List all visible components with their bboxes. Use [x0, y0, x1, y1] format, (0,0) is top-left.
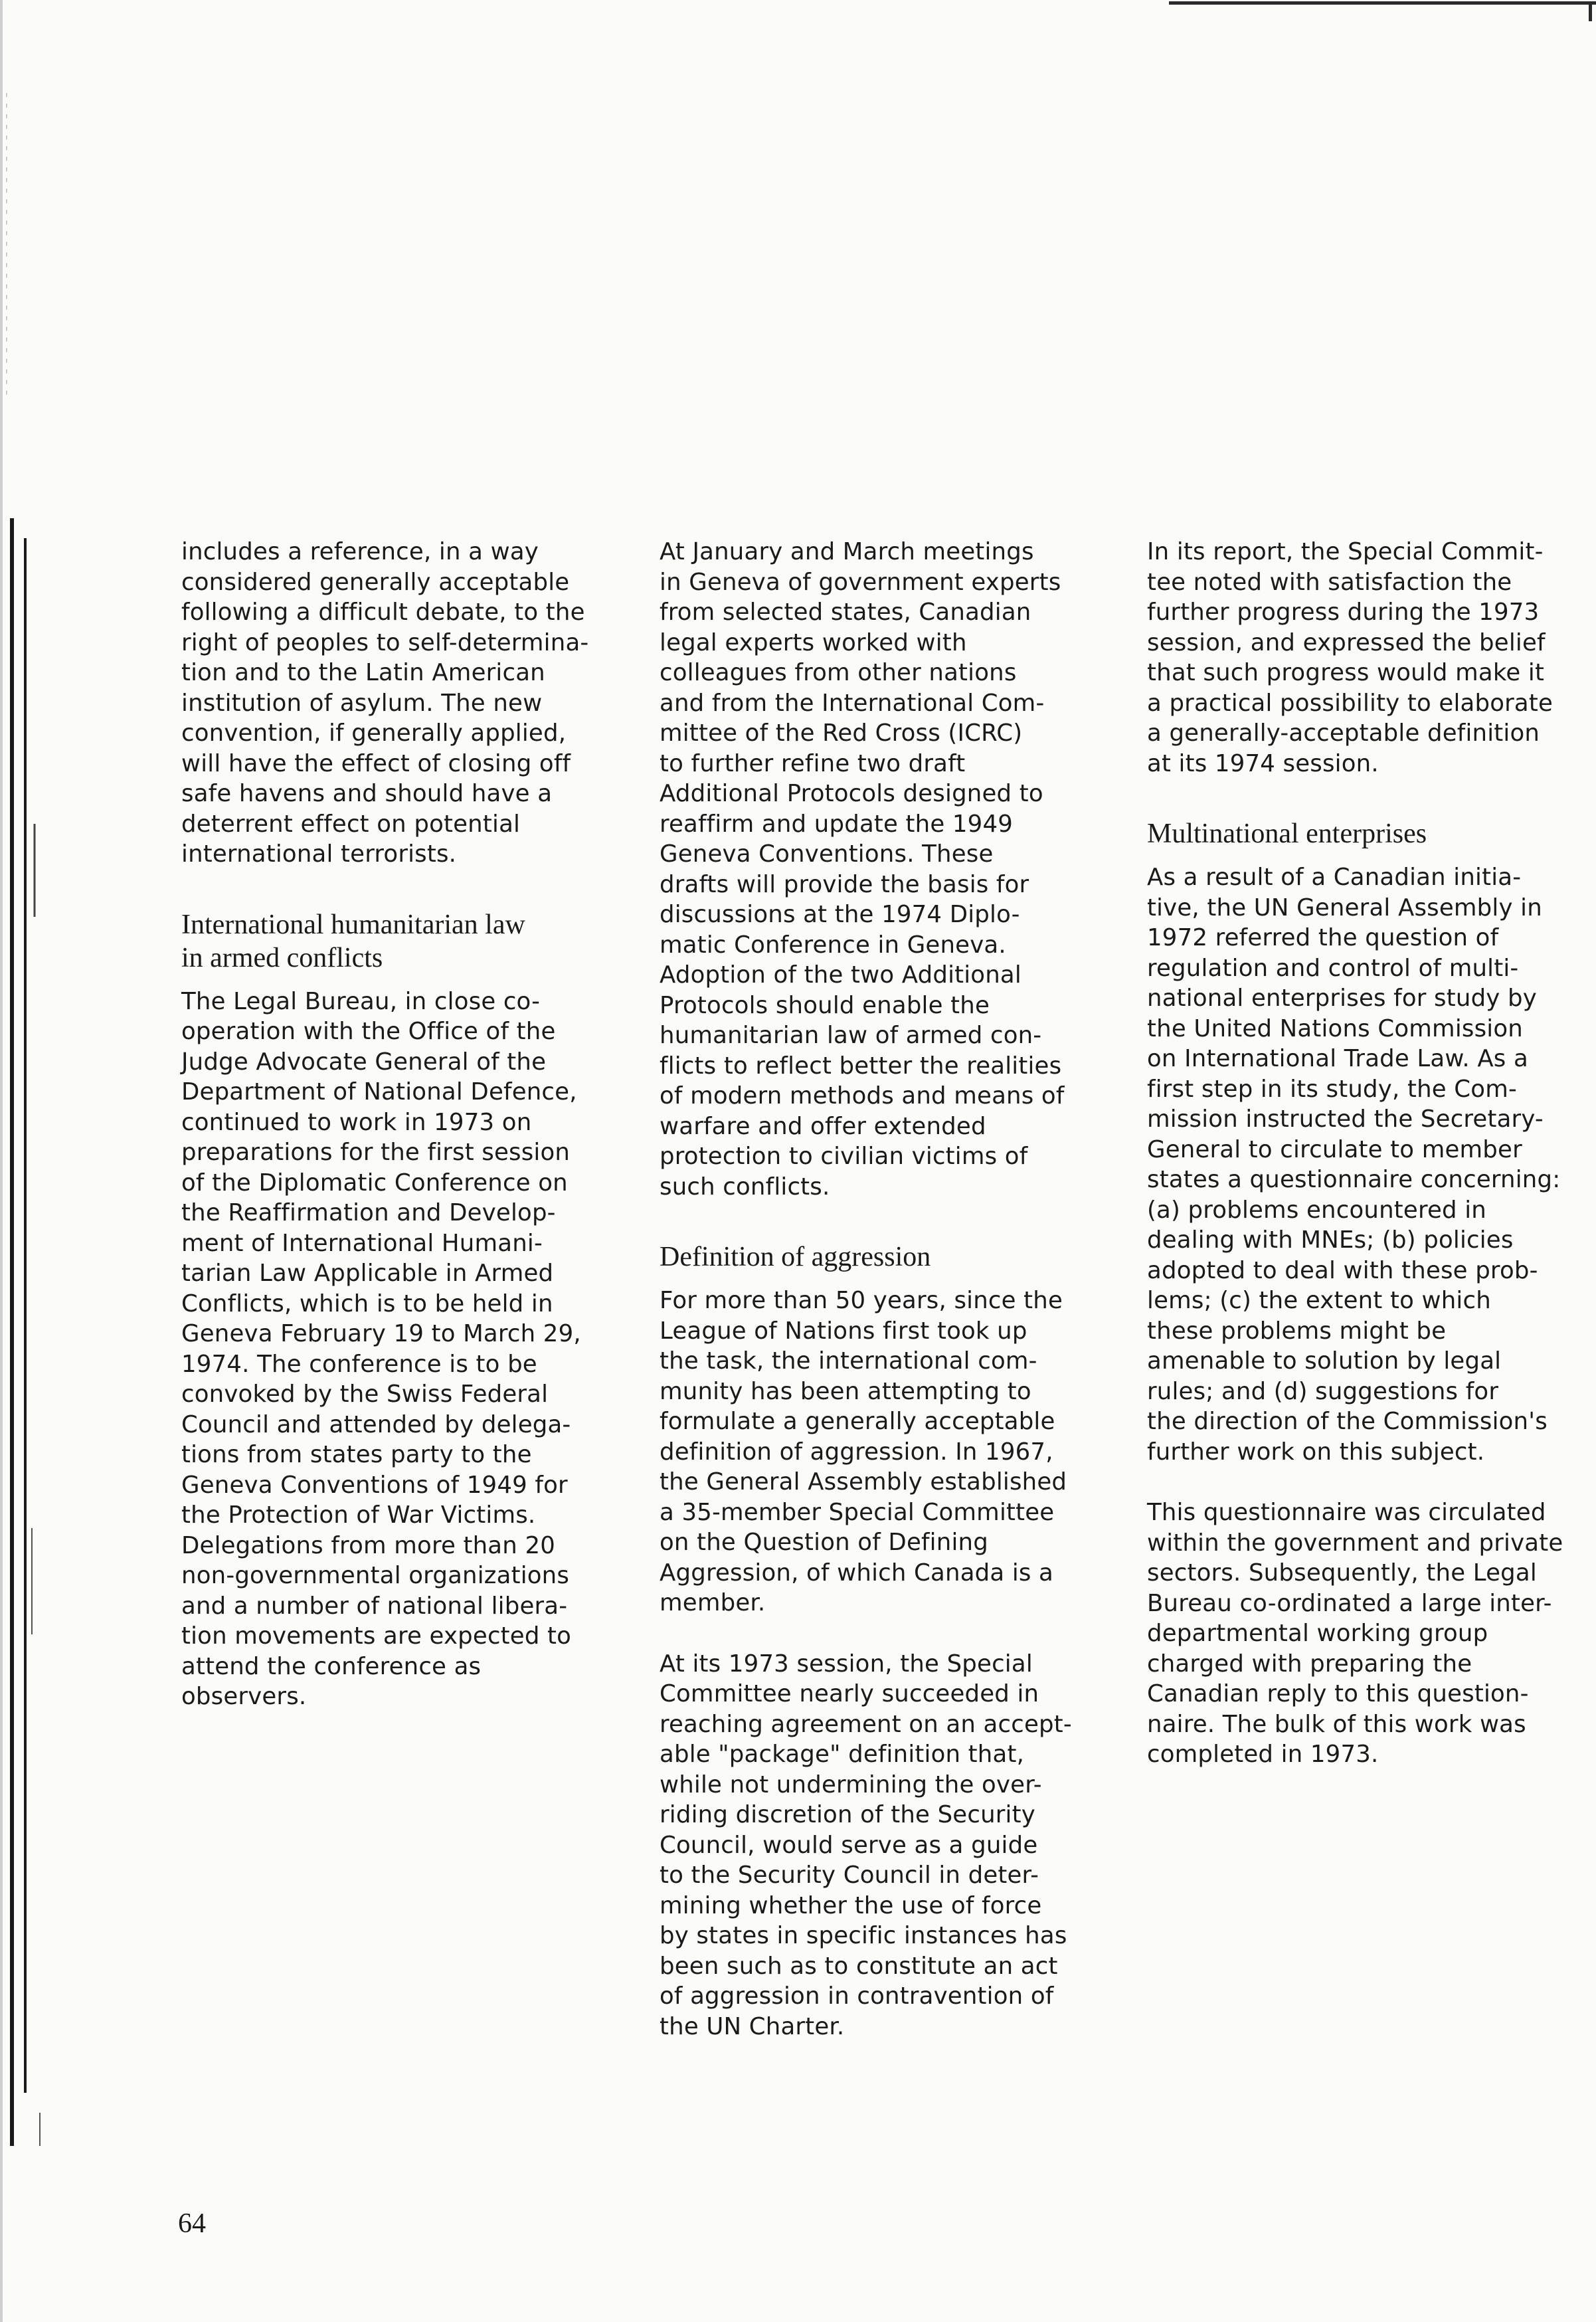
heading-definition-of-aggression: Definition of aggression: [660, 1242, 931, 1272]
paragraph-aggression-history: For more than 50 years, since the League of Nations first took up the task, the international com- munity has been attempting to formulate a generally acceptable definition of aggression. In 1967, the General Assembly established a 35-member Special Committee on the Question of Defining Aggression, of which Canada is a member.: [660, 1287, 1067, 1616]
paragraph-geneva-meetings: At January and March meetings in Geneva of government experts from selected states, Canadian legal experts worked with colleagues from other nations and from the International Com- mittee of the Red Cross (ICRC) to further refine two draft Additional Protocols designed to reaffirm and update the 1949 Geneva Conventions. These drafts will provide the basis for discussions at the 1974 Diplo- matic Conference in Geneva. Adoption of the two Additional Protocols should enable the humanitarian law of armed con- flicts to reflect better the realities of modern methods and means of warfare and offer extended protection to civilian victims of such conflicts.: [660, 538, 1065, 1201]
heading-multinational-enterprises: Multinational enterprises: [1147, 819, 1427, 849]
scan-edge-artifact: [0, 0, 60, 2322]
text-column-middle: [660, 537, 1091, 2042]
paragraph-questionnaire: This questionnaire was circulated within the government and private sectors. Subsequently, the Legal Bureau co-ordinated a large inter- departmental working group charged with preparing the Canadian reply to this question- naire. The bulk of this work was completed in 1973.: [1147, 1499, 1563, 1768]
text-column-left: [181, 537, 613, 1712]
paragraph-1973-session: At its 1973 session, the Special Committee nearly succeeded in reaching agreement on an accept- able "package" definition that, while not undermining the over- riding discretion of the Security Council, would serve as a guide to the Security Council in deter- mining whether the use of force by states in specific instances has been such as to constitute an act of aggression in contravention of the UN Charter.: [660, 1650, 1072, 2040]
page-number: 64: [178, 2208, 206, 2239]
paragraph-mne-initiative: As a result of a Canadian initia- tive, the UN General Assembly in 1972 referred the question of regulation and control of multi- national enterprises for study by the United Nations Commission on International Trade Law. As a first step in its study, the Com- mission instructed the Secretary- General to circulate to member states a questionnaire concerning: (a) problems encountered in dealing with MNEs; (b) policies adopted to deal with these prob- lems; (c) the extent to which these problems might be amenable to solution by legal rules; and (d) suggestions for the direction of the Commission's further work on this subject.: [1147, 864, 1561, 1466]
text-column-right: [1147, 537, 1579, 1770]
paragraph-terrorism-convention: includes a reference, in a way considered generally acceptable following a difficult debate, to the right of peoples to self-determina- tion and to the Latin American institution of asylum. The new convention, if generally applied, will have the effect of closing off safe havens and should have a deterrent effect on potential international terrorists.: [181, 538, 589, 868]
top-rule-artifact: [1169, 1, 1596, 5]
paragraph-special-committee-report: In its report, the Special Commit- tee noted with satisfaction the further progress during the 1973 session, and expressed the belief that such progress would make it a practical possibility to elaborate a generally-acceptable definition at its 1974 session.: [1147, 538, 1553, 777]
heading-humanitarian-law: International humanitarian law in armed conflicts: [181, 909, 525, 973]
top-rule-hook-artifact: [1589, 1, 1592, 21]
paragraph-legal-bureau-diplomatic-conference: The Legal Bureau, in close co- operation with the Office of the Judge Advocate General of the Department of National Defence, continued to work in 1973 on preparations for the first session of the Diplomatic Conference on the Reaffirmation and Develop- ment of International Humani- tarian Law Applicable in Armed Conflicts, which is to be held in Geneva February 19 to March 29, 1974. The conference is to be convoked by the Swiss Federal Council and attended by delega- tions from states party to the Geneva Conventions of 1949 for the Protection of War Victims. Delegations from more than 20 non-governmental organizations and a number of national libera- tion movements are expected to attend the conference as observers.: [181, 987, 581, 1710]
